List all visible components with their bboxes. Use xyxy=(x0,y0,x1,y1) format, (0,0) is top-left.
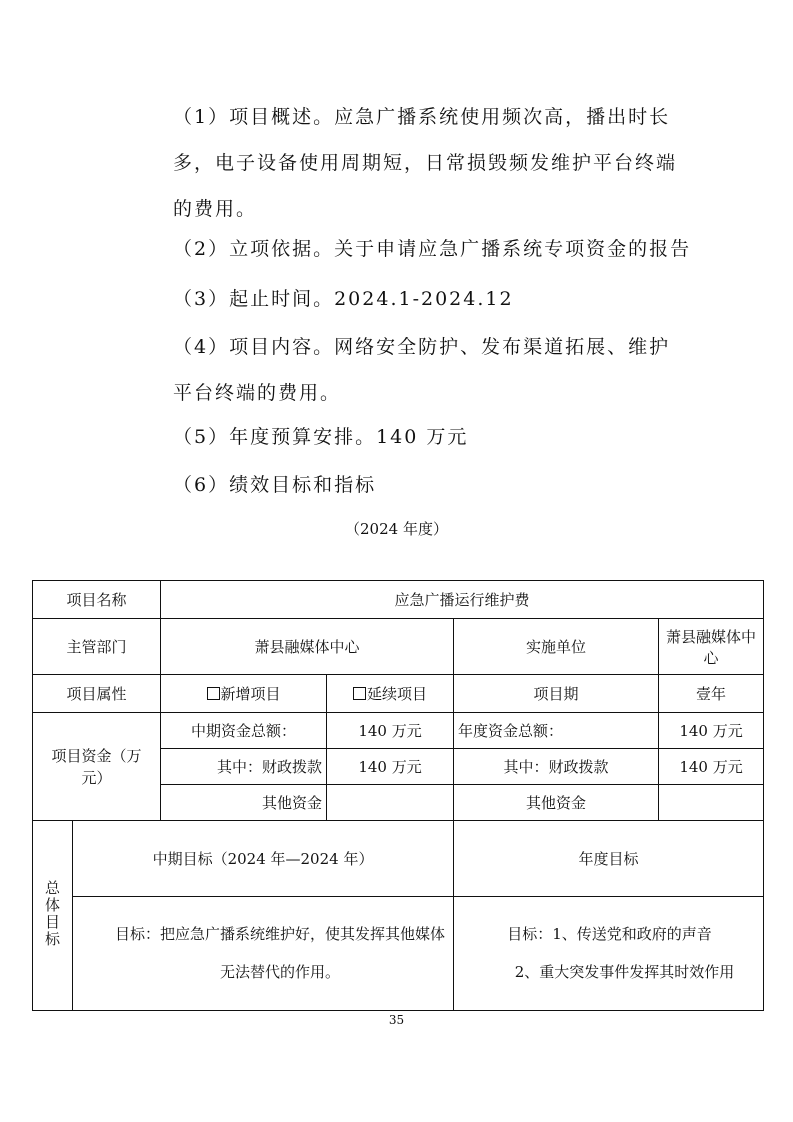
year-fiscal-value: 140 万元 xyxy=(659,749,764,785)
year-goal-header: 年度目标 xyxy=(454,821,764,897)
table-row xyxy=(33,713,764,749)
year-other-label: 其他资金 xyxy=(454,785,659,821)
attr-continue: 延续项目 xyxy=(327,675,454,713)
period-label: 项目期 xyxy=(454,675,659,713)
project-name-label: 项目名称 xyxy=(33,581,161,619)
table-row xyxy=(33,821,764,897)
dept-label: 主管部门 xyxy=(33,619,161,675)
mid-fiscal-label: 其中：财政拨款 xyxy=(161,749,327,785)
year-goal-text: 目标：1、传送党和政府的声音 2、重大突发事件发挥其时效作用 xyxy=(454,897,764,1011)
dept-value: 萧县融媒体中心 xyxy=(161,619,454,675)
checkbox-icon xyxy=(207,687,220,700)
mid-other-label: 其他资金 xyxy=(161,785,327,821)
table-row xyxy=(33,619,764,675)
year-fiscal-label: 其中：财政拨款 xyxy=(454,749,659,785)
mid-total-value: 140 万元 xyxy=(327,713,454,749)
table-row xyxy=(33,581,764,619)
year-other-value xyxy=(659,785,764,821)
table-caption: （2024 年度） xyxy=(345,520,448,538)
table-row xyxy=(33,675,764,713)
mid-total-label: 中期资金总额： xyxy=(161,713,327,749)
project-name-value: 应急广播运行维护费 xyxy=(161,581,764,619)
performance-table xyxy=(32,580,764,1011)
year-total-label: 年度资金总额： xyxy=(454,713,659,749)
paragraph-goals: （6）绩效目标和指标 xyxy=(173,474,377,496)
attr-new: 新增项目 xyxy=(161,675,327,713)
mid-other-value xyxy=(327,785,454,821)
period-value: 壹年 xyxy=(659,675,764,713)
paragraph-overview: （1）项目概述。应急广播系统使用频次高，播出时长多，电子设备使用周期短，日常损毁频发维护平台终端的费用。 xyxy=(173,106,678,220)
paragraph-content: （4）项目内容。网络安全防护、发布渠道拓展、维护平台终端的费用。 xyxy=(173,336,671,404)
funds-label: 项目资金（万元） xyxy=(33,713,161,821)
paragraph-basis: （2）立项依据。关于申请应急广播系统专项资金的报告 xyxy=(173,238,692,260)
paragraph-period: （3）起止时间。2024.1-2024.12 xyxy=(173,288,514,310)
table-row xyxy=(33,897,764,1011)
overall-goal-label: 总体目标 xyxy=(33,821,73,1011)
impl-value: 萧县融媒体中心 xyxy=(659,619,764,675)
checkbox-icon xyxy=(353,687,366,700)
attr-label: 项目属性 xyxy=(33,675,161,713)
mid-goal-text: 目标：把应急广播系统维护好，使其发挥其他媒体无法替代的作用。 xyxy=(73,897,454,1011)
page-number: 35 xyxy=(388,1013,405,1027)
year-total-value: 140 万元 xyxy=(659,713,764,749)
mid-fiscal-value: 140 万元 xyxy=(327,749,454,785)
paragraph-budget: （5）年度预算安排。140 万元 xyxy=(173,426,469,448)
impl-label: 实施单位 xyxy=(454,619,659,675)
mid-goal-header: 中期目标（2024 年—2024 年） xyxy=(73,821,454,897)
